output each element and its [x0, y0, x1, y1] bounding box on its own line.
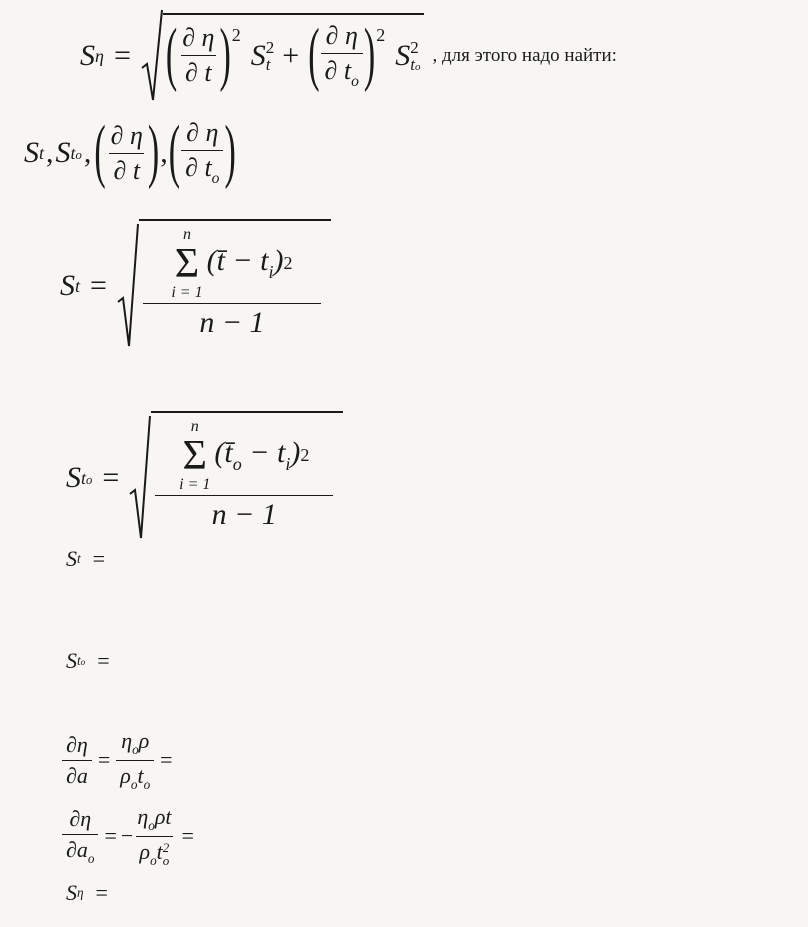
- fraction-deta-dto: $\frac{\partial \eta}{\partial t_o}$: [181, 118, 223, 188]
- formula-note: , для этого надо найти:: [432, 45, 617, 66]
- exponent-2: 2: [231, 25, 241, 46]
- formula-s-to-result: S to =: [66, 648, 110, 673]
- fraction-deta-dto: $\frac{\partial\eta}{\partial a_o}$: [62, 806, 98, 867]
- formula-s-eta-result: S η =: [66, 880, 108, 905]
- radical-sign: [117, 222, 139, 350]
- radical-sign: [129, 414, 151, 542]
- fraction-deta-dt: $\frac{\partial \eta}{\partial t}$: [182, 23, 215, 88]
- symbol-s: S: [80, 39, 95, 72]
- left-paren: (: [165, 16, 178, 94]
- radicand: [163, 13, 425, 94]
- symbol-s: S: [250, 38, 266, 72]
- subscript-eta: η: [95, 45, 104, 66]
- exponent-2: 2: [376, 25, 386, 46]
- right-paren: ): [363, 16, 376, 94]
- formula-s-eta-main: [80, 8, 617, 104]
- fraction-deta-dt: $\frac{\partial \eta}{\partial t}$: [110, 120, 143, 185]
- left-paren: (: [308, 16, 320, 94]
- fraction-eta-rho: $\frac{\eta_o\rho}{\rho_ot_o}$: [116, 728, 154, 793]
- minus-sign: −: [120, 823, 134, 849]
- radicand: [151, 411, 343, 532]
- sub-sup-t: 2 t: [265, 37, 275, 74]
- formula-s-t-result: S t =: [66, 546, 106, 571]
- formula-list-to-find: S t , S to , ( $\frac{\partial \eta}{\partial t}$ ) , ( $\frac{\partial \eta}{\partial t_o}$ ): [24, 113, 236, 191]
- formula-s-to-definition: S to = n Σ i = 1 $(t̄_o - t_i)$ 2 n − 1: [66, 414, 343, 542]
- radicand: [139, 219, 331, 340]
- equals-sign: =: [113, 39, 131, 72]
- fraction-deta-dto: $\frac{\partial \eta}{\partial t_o}$: [321, 21, 363, 91]
- fraction-variance-t: n Σ i = 1 (t̄ − $t_i$) 2 n − 1: [143, 227, 321, 340]
- radical-sign: [141, 8, 163, 104]
- formula-s-t-definition: S t = n Σ i = 1 (t̄ − $t_i$) 2 n − 1: [60, 222, 331, 350]
- fraction-deta-dt: $\frac{\partial\eta}{\partial a}$: [62, 732, 92, 789]
- sub-sup-to: 2 to: [410, 37, 421, 74]
- formula-deta-dto-result: $\frac{\partial\eta}{\partial a_o}$ = − $\eta_o\rho t$ $\rho_ot$ 2 o =: [62, 804, 194, 869]
- plus-sign: +: [282, 38, 300, 72]
- fraction-eta-rho-t: $\eta_o\rho t$ $\rho_ot$ 2 o: [137, 804, 172, 868]
- right-paren: ): [219, 16, 231, 94]
- symbol-s: S: [395, 38, 411, 72]
- formula-deta-dt-result: $\frac{\partial\eta}{\partial a}$ = $\frac{\eta_o\rho}{\rho_ot_o}$ =: [62, 728, 173, 793]
- fraction-variance-to: n Σ i = 1 $(t̄_o - t_i)$ 2 n − 1: [155, 419, 333, 532]
